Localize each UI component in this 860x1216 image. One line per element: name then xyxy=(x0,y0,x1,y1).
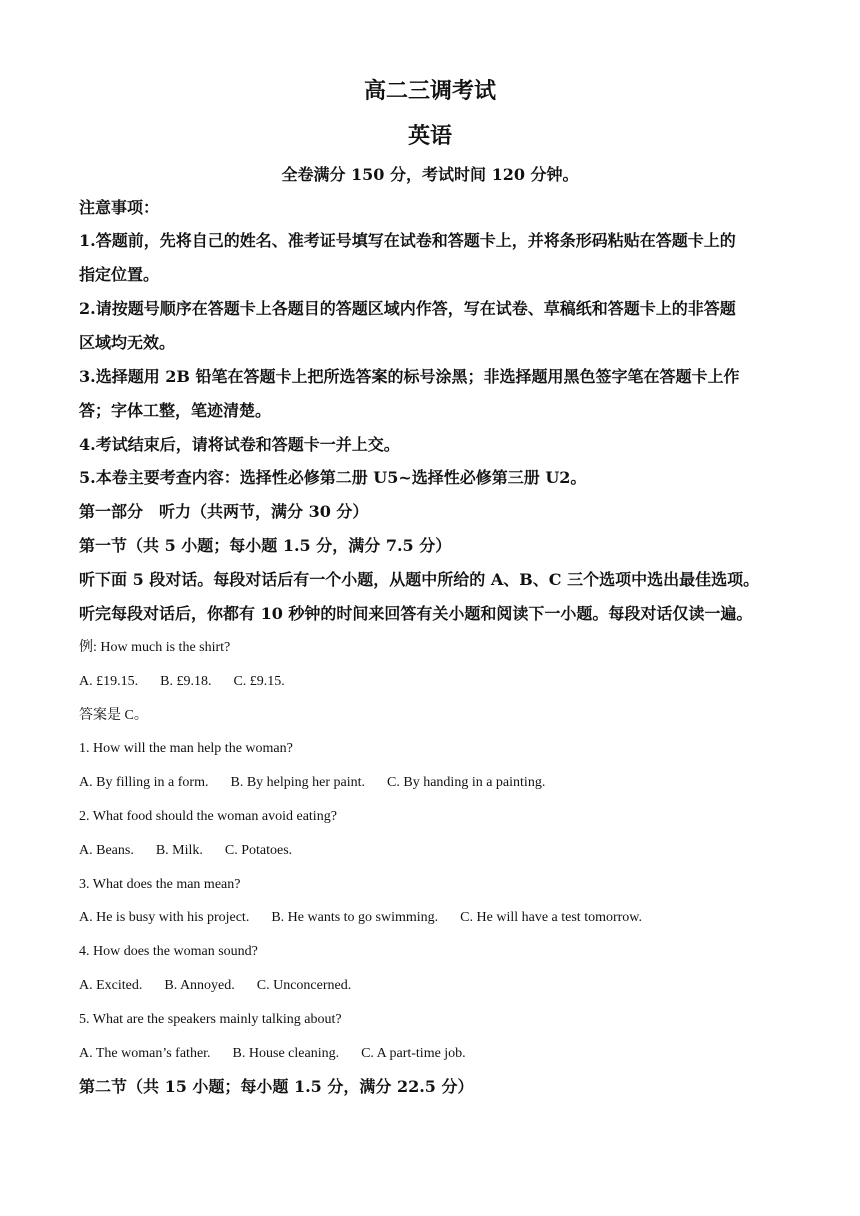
note-line: 4.考试结束后，请将试卷和答题卡一并上交。 xyxy=(79,435,400,454)
note-line: 5.本卷主要考查内容：选择性必修第二册 U5~选择性必修第三册 U2。 xyxy=(79,468,587,487)
instruction-line: 听完每段对话后，你都有 10 秒钟的时间来回答有关小题和阅读下一小题。每段对话仅读一遍。 xyxy=(79,604,753,623)
option: B. By helping her paint. xyxy=(230,775,366,790)
question: 5. What are the speakers mainly talking about? xyxy=(79,1012,342,1027)
option: B. Annoyed. xyxy=(164,978,235,993)
option: A. He is busy with his project. xyxy=(79,910,250,925)
question: 4. How does the woman sound? xyxy=(79,944,258,959)
section2-heading: 第二节（共 15 小题；每小题 1.5 分，满分 22.5 分） xyxy=(79,1077,474,1096)
example-options xyxy=(79,671,784,693)
example-question: 例: How much is the shirt? xyxy=(79,640,231,655)
question: 1. How will the man help the woman? xyxy=(79,741,293,756)
note-line: 指定位置。 xyxy=(79,265,160,284)
part1-heading: 第一部分 听力（共两节，满分 30 分） xyxy=(79,502,369,521)
notes-heading: 注意事项： xyxy=(79,198,160,217)
exam-info: 全卷满分 150 分，考试时间 120 分钟。 xyxy=(281,165,579,184)
option: C. A part-time job. xyxy=(361,1046,466,1061)
option: C. He will have a test tomorrow. xyxy=(460,910,643,925)
note-line: 3.选择题用 2B 铅笔在答题卡上把所选答案的标号涂黑；非选择题用黑色签字笔在答题卡上作 xyxy=(79,367,740,386)
option: C. £9.15. xyxy=(233,674,285,689)
question: 2. What food should the woman avoid eating? xyxy=(79,809,337,824)
example-answer: 答案是 C。 xyxy=(79,708,148,723)
note-line: 答；字体工整，笔迹清楚。 xyxy=(79,401,272,420)
option: A. By filling in a form. xyxy=(79,775,209,790)
question-options xyxy=(79,907,784,929)
option: A. Excited. xyxy=(79,978,143,993)
option: A. Beans. xyxy=(79,843,134,858)
note-line: 2.请按题号顺序在答题卡上各题目的答题区域内作答，写在试卷、草稿纸和答题卡上的非答题 xyxy=(79,299,736,318)
section1-heading: 第一节（共 5 小题；每小题 1.5 分，满分 7.5 分） xyxy=(79,536,452,555)
option: C. By handing in a painting. xyxy=(387,775,546,790)
question-options xyxy=(79,772,784,794)
option: C. Potatoes. xyxy=(224,843,293,858)
option: C. Unconcerned. xyxy=(256,978,352,993)
option: A. The woman’s father. xyxy=(79,1046,211,1061)
instruction-line: 听下面 5 段对话。每段对话后有一个小题，从题中所给的 A、B、C 三个选项中选出最佳选项。 xyxy=(79,570,760,589)
question-options xyxy=(79,1043,784,1065)
question-options xyxy=(79,975,784,997)
exam-title: 高二三调考试 xyxy=(363,78,496,104)
question: 3. What does the man mean? xyxy=(79,877,241,892)
option: B. He wants to go swimming. xyxy=(271,910,439,925)
option: B. Milk. xyxy=(155,843,203,858)
note-line: 区域均无效。 xyxy=(79,333,176,352)
option: B. House cleaning. xyxy=(232,1046,340,1061)
option: B. £9.18. xyxy=(160,674,212,689)
question-options xyxy=(79,840,784,862)
option: A. £19.15. xyxy=(79,674,139,689)
subject-title: 英语 xyxy=(407,123,452,149)
note-line: 1.答题前，先将自己的姓名、准考证号填写在试卷和答题卡上，并将条形码粘贴在答题卡上的 xyxy=(79,231,736,250)
